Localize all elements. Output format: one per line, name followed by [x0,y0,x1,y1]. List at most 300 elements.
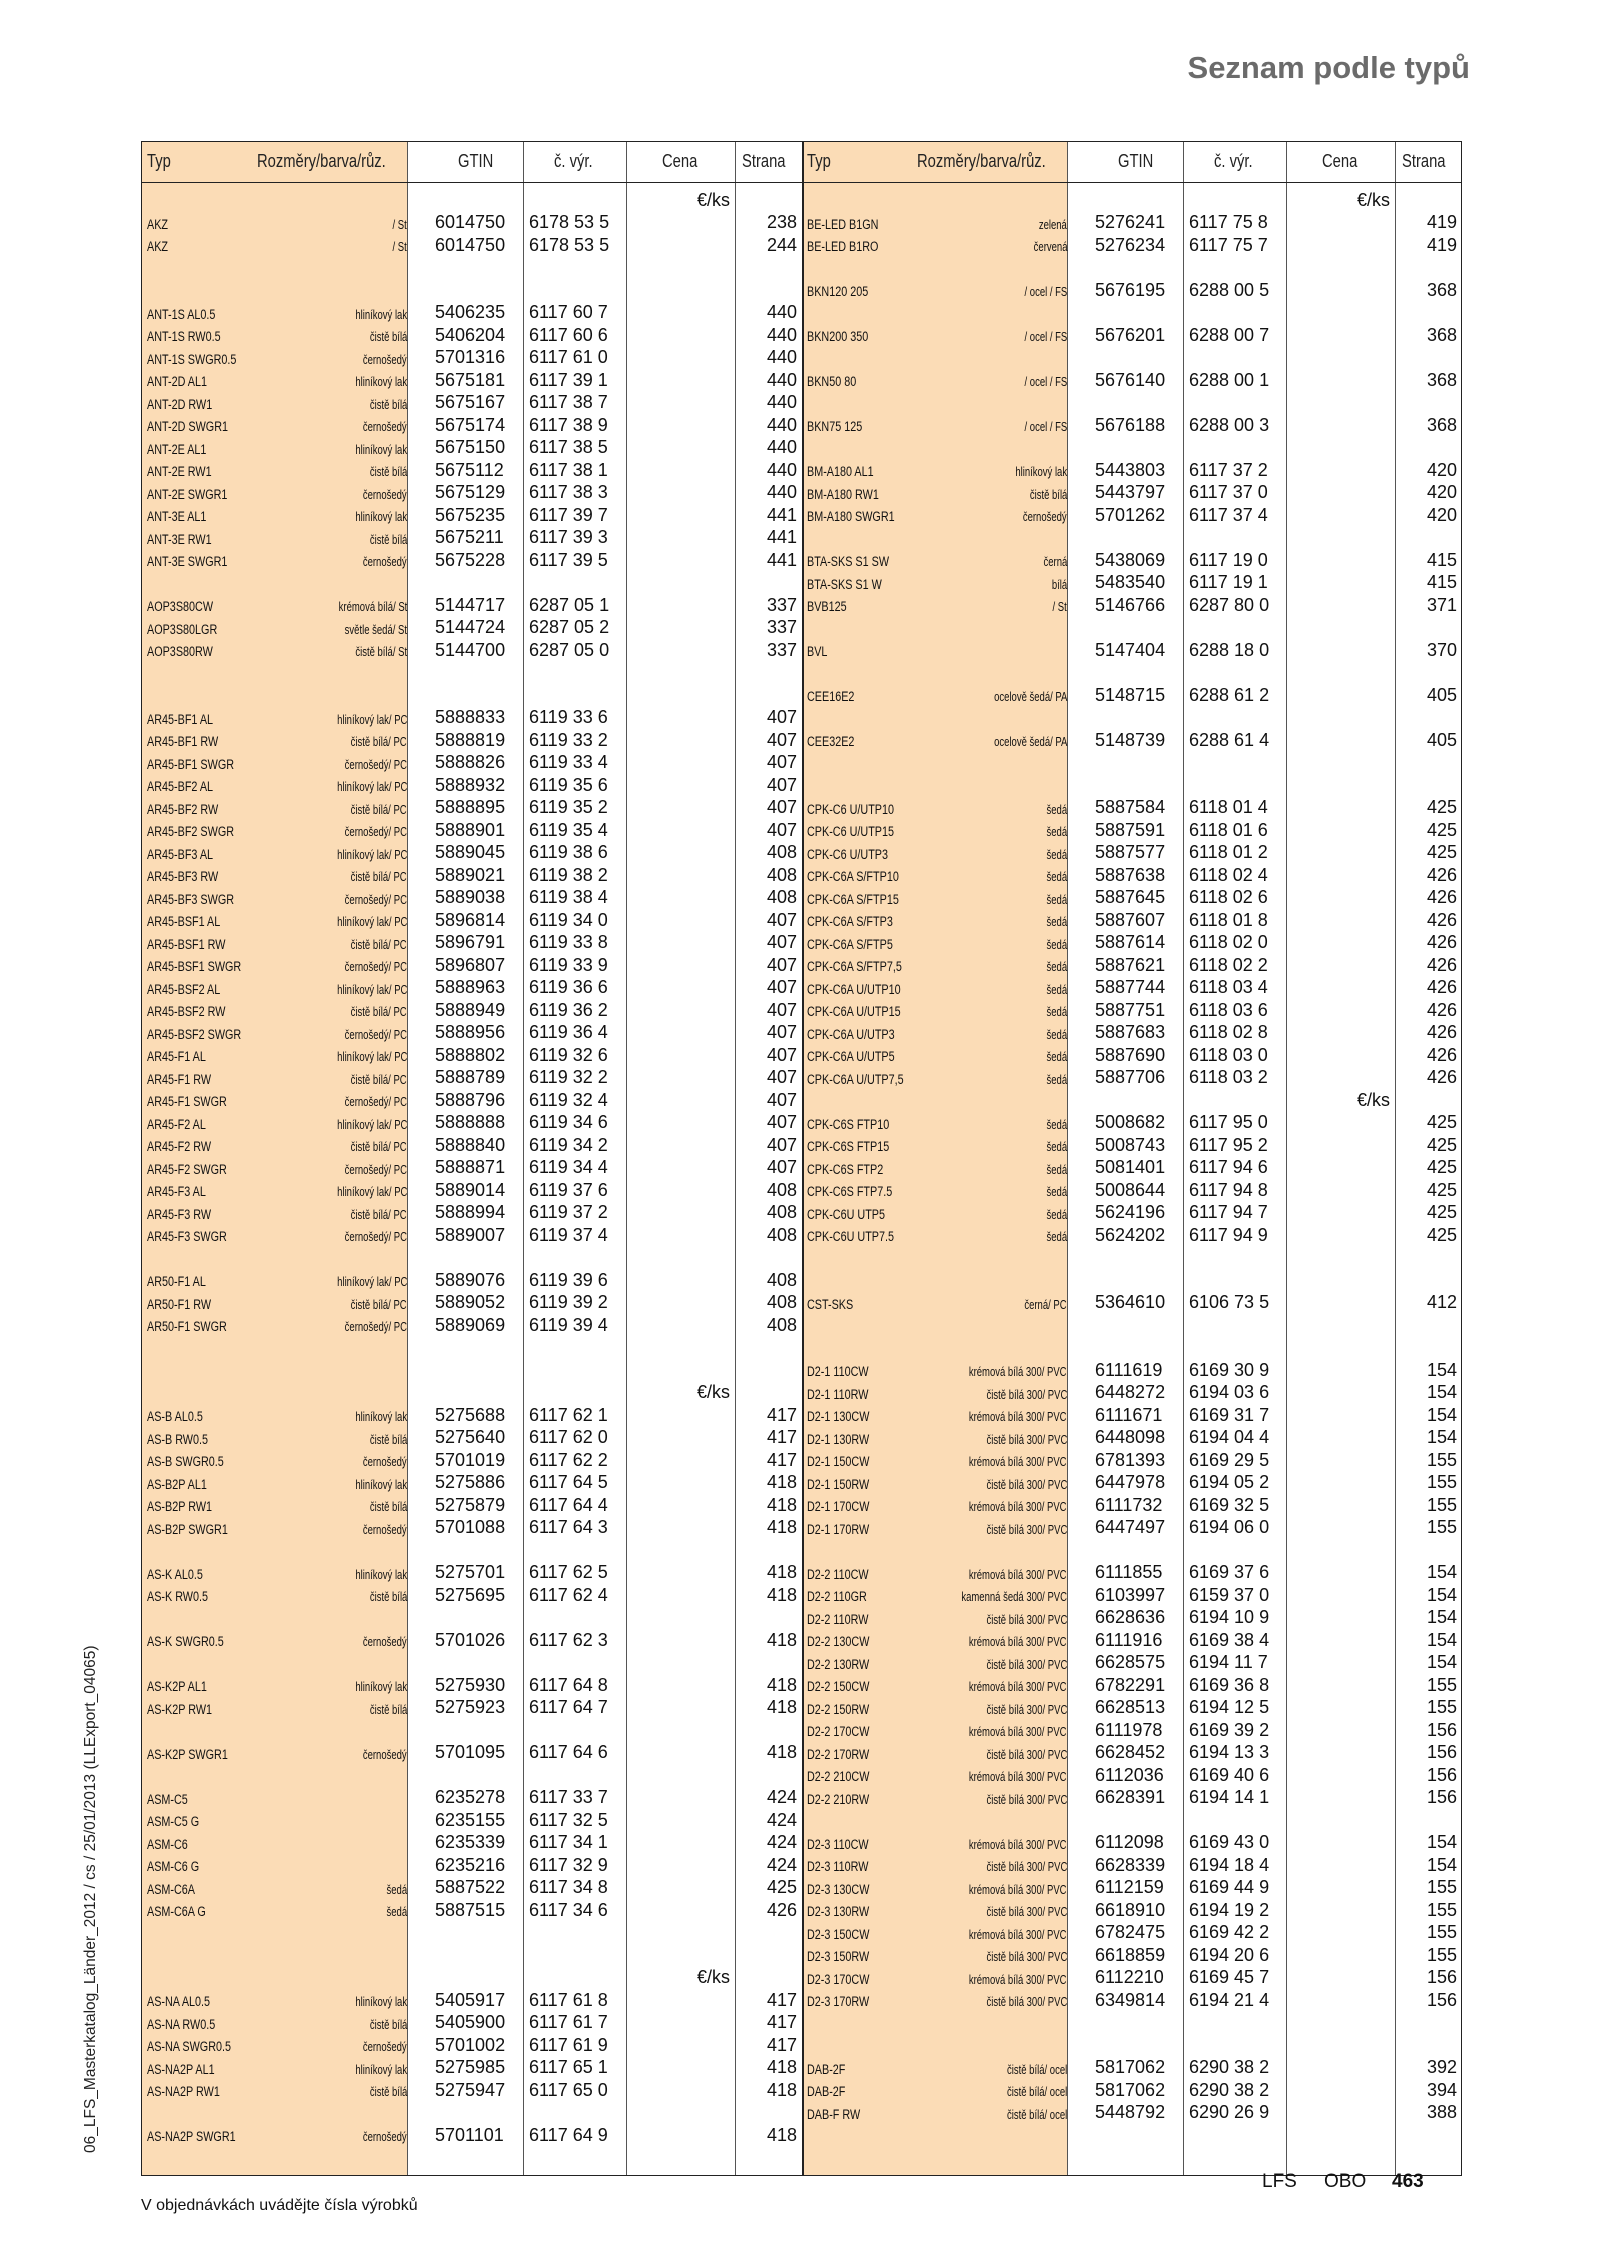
cell-product-no: 6169 44 9 [1189,1877,1270,1897]
table-row [802,1470,1462,1493]
cell-type: AR45-BSF1 RW [147,936,226,952]
cell-type: AS-B2P AL1 [147,1476,207,1492]
cell-page: 408 [766,1314,797,1335]
table-row [142,210,802,233]
cell-page: 420 [1426,459,1457,480]
cell-page: 154 [1426,1854,1457,1875]
cell-variant: hliníkový lak [355,1477,407,1492]
cell-page: 418 [766,2079,797,2100]
cell-product-no: 6119 34 0 [529,909,608,930]
table-row [142,1785,802,1808]
cell-variant: krémová bílá 300/ PVC [969,1725,1067,1739]
cell-product-no: 6119 38 4 [529,887,608,907]
cell-type: AR45-F3 RW [147,1206,212,1222]
cell-gtin: 5405917 [435,1989,506,2010]
cell-type: AR45-BSF1 SWGR [147,959,242,974]
cell-variant: černošedý/ PC [344,757,407,772]
cell-gtin: 5888826 [435,752,506,772]
table-row [802,1065,1462,1088]
cell-product-no: 6169 38 4 [1189,1629,1270,1650]
table-row [802,795,1462,818]
cell-product-no: 6117 39 1 [529,369,608,390]
cell-gtin: 5443797 [1095,482,1166,502]
cell-page: 407 [766,729,797,750]
cell-page: 407 [766,1134,797,1155]
cell-type: ANT-2D SWGR1 [147,419,229,434]
cell-page: 407 [766,1089,797,1110]
cell-product-no: 6119 36 2 [529,999,608,1020]
cell-product-no: 6119 35 2 [529,797,608,817]
cell-type: BVB125 [807,599,847,614]
cell-page: 415 [1426,572,1457,592]
cell-type: BE-LED B1RO [807,239,879,254]
spacer-row [802,255,1462,278]
spacer-row [802,705,1462,728]
cell-gtin: 5364610 [1095,1292,1166,1312]
cell-type: BTA-SKS S1 W [807,576,882,592]
table-header [802,142,1462,183]
cell-gtin: 5675235 [435,504,506,525]
table-row [142,502,802,525]
cell-page: 155 [1426,1674,1457,1695]
cell-gtin: 5275886 [435,1472,506,1492]
cell-product-no: 6117 34 6 [529,1899,608,1920]
table-row [142,772,802,795]
cell-product-no: 6118 02 2 [1189,954,1268,975]
cell-variant: / St [392,240,407,254]
cell-variant: hliníkový lak [355,307,407,322]
cell-gtin: 5889076 [435,1269,506,1290]
cell-page: 426 [1426,1044,1457,1065]
cell-gtin: 5008682 [1095,1112,1166,1132]
table-row [142,1447,802,1470]
cell-gtin: 5888901 [435,819,506,840]
cell-variant: čistě bílá 300/ PVC [986,1950,1067,1964]
table-row [142,457,802,480]
cell-gtin: 6112210 [1095,1967,1164,1987]
cell-type: BM-A180 AL1 [807,464,874,479]
cell-gtin: 5888871 [435,1157,506,1177]
cell-variant: čistě bílá [369,330,407,344]
cell-page: 441 [766,527,797,547]
cell-gtin: 6782291 [1095,1674,1166,1695]
cell-product-no: 6194 03 6 [1189,1382,1270,1402]
cell-page: 426 [1426,932,1457,952]
cell-gtin: 5144724 [435,617,506,637]
cell-type: D2-2 150RW [807,1701,870,1717]
cell-gtin: 5443803 [1095,459,1166,480]
cell-product-no: 6106 73 5 [1189,1292,1270,1312]
table-row [142,1402,802,1425]
cell-product-no: 6288 61 4 [1189,729,1270,750]
cell-gtin: 6235339 [435,1832,506,1852]
cell-page: 440 [766,414,797,435]
cell-page: 425 [1426,1134,1457,1155]
cell-variant: černošedý [363,2040,407,2054]
cell-gtin: 6111732 [1095,1494,1163,1515]
cell-gtin: 5887614 [1095,932,1166,952]
cell-gtin: 5701026 [435,1629,506,1650]
cell-page: 440 [766,392,797,412]
catalog-table [141,141,1462,2176]
table-row [802,727,1462,750]
cell-page: 425 [1426,1224,1457,1245]
cell-page: 418 [766,1697,797,1717]
cell-variant: šedá [1046,960,1067,974]
table-row [142,1177,802,1200]
cell-type: ANT-1S SWGR0.5 [147,351,237,367]
table-row [802,232,1462,255]
cell-gtin: 5624202 [1095,1224,1166,1245]
cell-gtin: 5275930 [435,1674,506,1695]
cell-gtin: 5896807 [435,954,506,975]
cell-page: 420 [1426,482,1457,502]
table-row [142,1425,802,1448]
cell-page: 425 [1426,842,1457,862]
cell-gtin: 5889007 [435,1224,506,1245]
cell-product-no: 6117 60 6 [529,324,608,345]
table-row [802,682,1462,705]
cell-gtin: 5144700 [435,639,506,660]
cell-type: D2-2 150CW [807,1679,870,1694]
table-row [802,1852,1462,1875]
cell-variant: čistě bílá/ ocel [1006,2085,1067,2099]
cell-gtin: 5888956 [435,1022,506,1042]
cell-type: CPK-C6A U/UTP15 [807,1004,901,1019]
cell-product-no: 6287 05 0 [529,639,610,660]
cell-variant: černošedý [363,1522,407,1537]
cell-gtin: 6235216 [435,1854,506,1875]
cell-page: 368 [1426,369,1457,390]
cell-type: CPK-C6A S/FTP5 [807,936,893,952]
cell-type: ANT-3E AL1 [147,509,207,524]
cell-product-no: 6288 61 2 [1189,684,1270,705]
cell-variant: šedá [1046,937,1067,952]
cell-variant: šedá [1046,847,1067,862]
table-header [142,142,802,183]
cell-type: CPK-C6S FTP2 [807,1161,884,1177]
header-cena: Cena [1322,151,1358,171]
cell-page: 418 [766,1472,797,1492]
cell-page: 425 [766,1877,797,1897]
cell-type: CPK-C6A S/FTP3 [807,914,893,929]
cell-gtin: 5889045 [435,842,506,862]
cell-gtin: 6782475 [1095,1922,1166,1942]
cell-product-no: 6119 37 6 [529,1179,608,1200]
table-row [142,840,802,863]
cell-type: AS-B2P SWGR1 [147,1521,228,1537]
cell-page: 407 [766,954,797,975]
cell-type: D2-2 110GR [807,1589,867,1604]
table-row [142,1200,802,1223]
table-row [142,2122,802,2145]
cell-type: CPK-C6A U/UTP3 [807,1026,895,1042]
cell-type: AR45-F2 AL [147,1116,206,1132]
cell-page: 394 [1426,2079,1457,2100]
cell-type: AR45-BF3 AL [147,846,214,862]
cell-type: D2-3 170RW [807,1994,870,2009]
cell-page: 154 [1426,1359,1457,1380]
cell-page: 419 [1426,234,1457,255]
cell-variant: hliníkový lak/ PC [336,1275,407,1289]
cell-gtin: 6618910 [1095,1899,1166,1920]
unit-row [142,1965,802,1988]
cell-page: 156 [1426,1967,1457,1987]
cell-page: 337 [766,594,797,615]
table-row [142,1987,802,2010]
cell-gtin: 5887577 [1095,842,1166,862]
cell-variant: šedá [1046,915,1067,929]
cell-product-no: 6194 21 4 [1189,1989,1270,2010]
table-row [802,1650,1462,1673]
cell-page: 408 [766,1202,797,1222]
table-row [142,547,802,570]
cell-variant: černošedý [363,1455,407,1469]
cell-page: 425 [1426,1202,1457,1222]
cell-type: ANT-2E SWGR1 [147,486,228,502]
cell-gtin: 5887591 [1095,819,1166,840]
cell-type: AR45-BSF1 AL [147,914,221,929]
cell-type: D2-3 130RW [807,1904,870,1919]
cell-type: AR45-F3 SWGR [147,1229,227,1244]
cell-page: 418 [766,1674,797,1695]
cell-page: 418 [766,1494,797,1515]
cell-page: 155 [1426,1517,1457,1537]
cell-gtin: 6111671 [1095,1404,1163,1425]
cell-gtin: 6628636 [1095,1607,1166,1627]
table-row [142,592,802,615]
table-row [142,1312,802,1335]
table-row [142,637,802,660]
unit-row [802,1087,1462,1110]
cell-product-no: 6118 01 8 [1189,909,1268,930]
cell-gtin: 5887584 [1095,797,1166,817]
cell-variant: šedá [1046,1027,1067,1042]
cell-gtin: 6235278 [435,1787,506,1807]
cell-type: ANT-2E AL1 [147,441,207,457]
cell-variant: šedá [386,1882,407,1897]
cell-gtin: 5701262 [1095,504,1166,525]
cell-type: ANT-2D RW1 [147,396,213,412]
cell-type: AR45-F1 RW [147,1071,212,1087]
cell-page: 407 [766,909,797,930]
spacer-row [142,1245,802,1268]
cell-variant: čistě bílá [369,1500,407,1514]
cell-product-no: 6117 39 3 [529,527,608,547]
cell-page: 408 [766,864,797,885]
cell-product-no: 6119 39 2 [529,1292,608,1312]
spacer-row [142,1650,802,1673]
cell-product-no: 6117 39 5 [529,549,608,570]
cell-type: BKN50 80 [807,374,857,389]
cell-product-no: 6117 62 2 [529,1449,608,1470]
cell-page: 337 [766,617,797,637]
cell-product-no: 6117 94 7 [1189,1202,1268,1222]
cell-page: 154 [1426,1629,1457,1650]
cell-variant: kamenná šedá 300/ PVC [961,1590,1067,1604]
cell-type: AR45-BF1 SWGR [147,756,235,772]
cell-page: 417 [766,1989,797,2010]
cell-page: 408 [766,887,797,907]
table-row [802,997,1462,1020]
table-row [802,1762,1462,1785]
cell-gtin: 5008743 [1095,1134,1166,1155]
cell-variant: čistě bílá 300/ PVC [986,1657,1067,1672]
cell-product-no: 6117 38 3 [529,482,608,502]
cell-gtin: 6111855 [1095,1562,1163,1582]
cell-page: 418 [766,1742,797,1762]
table-row [802,1627,1462,1650]
cell-product-no: 6178 53 5 [529,212,610,232]
cell-product-no: 6288 18 0 [1189,639,1270,660]
cell-gtin: 5675181 [435,369,506,390]
cell-page: 418 [766,1584,797,1605]
cell-gtin: 5406204 [435,324,506,345]
header-gtin: GTIN [458,151,494,171]
cell-variant: čistě bílá [369,1702,407,1717]
cell-gtin: 5701095 [435,1742,506,1762]
table-row [142,1020,802,1043]
spacer-row [802,525,1462,548]
table-row [142,390,802,413]
cell-variant: čistě bílá 300/ PVC [986,1905,1067,1919]
cell-variant: hliníkový lak/ PC [336,982,407,997]
cell-variant: čistě bílá 300/ PVC [986,1612,1067,1627]
header-rozmery: Rozměry/barva/růz. [917,151,1046,171]
cell-variant: krémová bílá 300/ PVC [969,1455,1067,1469]
header-typ: Typ [147,151,171,171]
table-row [142,1087,802,1110]
cell-page: 441 [766,549,797,570]
cell-page: 419 [1426,212,1457,232]
cell-product-no: 6119 39 6 [529,1269,608,1290]
cell-page: 155 [1426,1494,1457,1515]
cell-variant: hliníkový lak/ PC [336,1117,407,1132]
cell-variant: černošedý [363,1747,407,1762]
cell-gtin: 5701019 [435,1449,506,1470]
cell-variant: šedá [1046,1072,1067,1087]
cell-product-no: 6117 38 7 [529,392,608,412]
cell-type: AR50-F1 AL [147,1274,206,1289]
cell-variant: hliníkový lak [355,1410,407,1424]
cell-variant: hliníkový lak/ PC [336,780,407,794]
cell-type: D2-2 210RW [807,1791,870,1807]
cell-variant: čistě bílá/ PC [351,1072,407,1087]
cell-type: ASM-C6A [147,1881,196,1897]
cell-variant: hliníkový lak [355,375,407,389]
cell-type: AS-K AL0.5 [147,1566,203,1582]
table-row [802,592,1462,615]
cell-page: 407 [766,932,797,952]
cell-variant: hliníkový lak/ PC [336,1185,407,1199]
cell-product-no: 6169 40 6 [1189,1764,1270,1785]
cell-page: 417 [766,1404,797,1425]
spacer-row [802,1245,1462,1268]
cell-page: 424 [766,1832,797,1852]
cell-variant: šedá [386,1905,407,1919]
spacer-row [142,1357,802,1380]
cell-product-no: 6117 61 8 [529,1989,608,2010]
table-row [802,930,1462,953]
cell-variant: čistě bílá/ PC [351,735,407,749]
cell-page: 440 [766,324,797,345]
cell-variant: šedá [1046,802,1067,817]
cell-gtin: 5887621 [1095,954,1166,975]
cell-gtin: 5275985 [435,2057,506,2077]
cell-gtin: 5888789 [435,1067,506,1087]
cell-variant: černošedý [363,2130,407,2144]
cell-gtin: 5701316 [435,347,506,367]
cell-variant: šedá [1046,1005,1067,1019]
cell-type: D2-2 170RW [807,1746,870,1762]
cell-type: ASM-C6 [147,1836,188,1852]
cell-variant: šedá [1046,1230,1067,1244]
cell-type: D2-1 110RW [807,1386,869,1402]
cell-page: 420 [1426,504,1457,525]
table-row [142,1515,802,1538]
cell-type: D2-2 210CW [807,1769,870,1784]
cell-page: 440 [766,369,797,390]
cell-type: D2-2 170CW [807,1724,870,1739]
cell-gtin: 6628391 [1095,1787,1166,1807]
table-row [802,457,1462,480]
cell-product-no: 6119 33 2 [529,729,608,750]
cell-product-no: 6169 32 5 [1189,1494,1270,1515]
table-row [142,1560,802,1583]
cell-variant: / ocel / FS [1024,420,1067,434]
cell-variant: krémová bílá 300/ PVC [969,1410,1067,1424]
cell-page: 417 [766,1449,797,1470]
cell-type: CPK-C6U UTP5 [807,1206,886,1222]
cell-type: AS-K2P SWGR1 [147,1746,228,1762]
table-row [802,1582,1462,1605]
cell-variant: čistě bílá/ PC [351,1297,407,1312]
spacer-row [142,570,802,593]
cell-gtin: 5889014 [435,1179,506,1200]
cell-page: 155 [1426,1922,1457,1942]
table-row [802,1200,1462,1223]
cell-product-no: 6117 95 2 [1189,1134,1268,1155]
footer-note: V objednávkách uvádějte čísla výrobků [141,2197,418,2214]
cell-variant: čistě bílá/ PC [351,870,407,884]
cell-page: 426 [1426,887,1457,907]
cell-page: 425 [1426,797,1457,817]
cell-product-no: 6159 37 0 [1189,1584,1270,1605]
cell-page: 156 [1426,1719,1457,1740]
cell-type: AR45-F2 SWGR [147,1161,227,1177]
table-row [142,1110,802,1133]
cell-variant: krémová bílá 300/ PVC [969,1837,1067,1852]
cell-type: CPK-C6S FTP10 [807,1116,890,1132]
cell-product-no: 6117 38 5 [529,437,608,457]
cell-variant: šedá [1046,1050,1067,1064]
cell-gtin: 5887690 [1095,1044,1166,1065]
table-row [802,840,1462,863]
cell-variant: černošedý/ PC [344,1320,407,1334]
cell-gtin: 6111978 [1095,1719,1163,1740]
cell-page: 426 [766,1899,797,1920]
cell-page: 154 [1426,1832,1457,1852]
cell-product-no: 6117 94 8 [1189,1179,1268,1200]
cell-gtin: 6112036 [1095,1764,1164,1785]
cell-page: 424 [766,1787,797,1807]
table-row [142,705,802,728]
cell-variant: čistě bílá [369,2085,407,2099]
cell-type: CPK-C6A S/FTP10 [807,869,899,884]
cell-page: 371 [1426,594,1457,615]
cell-page: 426 [1426,1022,1457,1042]
cell-type: AS-B RW0.5 [147,1431,209,1447]
